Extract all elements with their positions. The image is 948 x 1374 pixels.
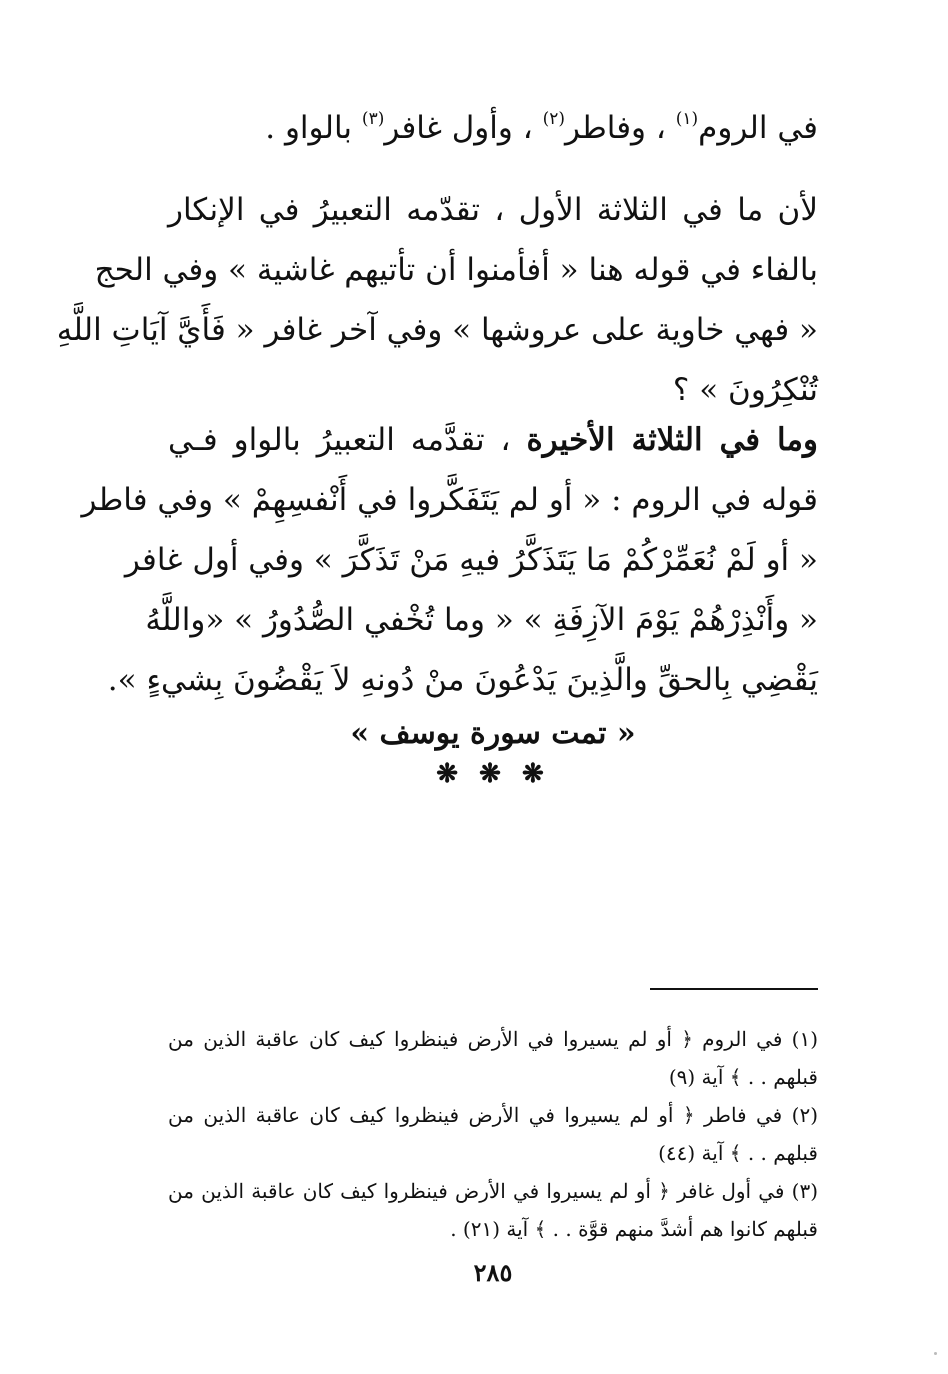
- paragraph-3-line: « وأَنْذِرْهُمْ يَوْمَ الآزِفَةِ » « وما تُخْفي الصُّدُورُ » «واللَّهُ: [145, 602, 818, 638]
- text-run: في الروم: [698, 110, 818, 146]
- surah-end-block: [168, 712, 818, 792]
- footnote-3-line: قبلهم كانوا هم أشدَّ منهم قوَّة . . ﴾ آية (٢١) .: [450, 1217, 818, 1241]
- text-run: ، تقدَّمه التعبيرُ بالواو فـي: [168, 422, 527, 458]
- scan-speck: [934, 1352, 937, 1355]
- footnote-1-line: (١) في الروم ﴿ أو لم يسيروا في الأرض فينظروا كيف كان عاقبة الذين من: [168, 1027, 818, 1051]
- footnote-1-line: قبلهم . . ﴾ آية (٩): [668, 1065, 818, 1089]
- paragraph-2-line: « فهي خاوية على عروشها » وفي آخر غافر « فَأَيَّ آيَاتِ اللَّهِ: [56, 312, 818, 348]
- surah-end-title: « تمت سورة يوسف »: [350, 716, 636, 751]
- paragraph-3-line: [168, 410, 818, 470]
- asterism-separator: ❋ ❋ ❋: [436, 759, 550, 789]
- paragraph-2-line: لأن ما في الثلاثة الأول ، تقدّمه التعبيرُ في الإنكار: [168, 192, 818, 228]
- paragraph-1: [168, 98, 818, 158]
- footnote-marker-3: (٣): [361, 109, 385, 129]
- paragraph-3-line: يَقْضِي بِالحقِّ والَّذِينَ يَدْعُونَ منْ دُونهِ لاَ يَقْضُونَ بِشيءٍ ».: [107, 662, 818, 698]
- footnote-2-line: (٢) في فاطر ﴿ أو لم يسيروا في الأرض فينظروا كيف كان عاقبة الذين من: [168, 1103, 818, 1127]
- footnote-2-line: قبلهم . . ﴾ آية (٤٤): [658, 1141, 818, 1165]
- text-run: ، وفاطر: [565, 110, 676, 146]
- paragraph-3-line: « أو لَمْ نُعَمِّرْكُمْ مَا يَتَذَكَّرُ فيهِ مَنْ تَذَكَّرَ » وفي أول غافر: [124, 542, 818, 578]
- text-run: بالواو .: [265, 110, 362, 146]
- text-run: ، وأول غافر: [384, 110, 543, 146]
- paragraph-3-lead: وما في الثلاثة الأخيرة: [526, 422, 818, 458]
- footnote-3-line: (٣) في أول غافر ﴿ أو لم يسيروا في الأرض فينظروا كيف كان عاقبة الذين من: [168, 1179, 818, 1203]
- paragraph-3-line: قوله في الروم : « أو لم يَتَفَكَّروا في أَنْفسِهِمْ » وفي فاطر: [81, 482, 818, 518]
- footnote-marker-1: (١): [675, 109, 699, 129]
- page-number: ٢٨٥: [473, 1258, 513, 1287]
- paragraph-2-line: بالفاء في قوله هنا « أفأمنوا أن تأتيهم غاشية » وفي الحج: [94, 252, 818, 288]
- paragraph-2: [56, 180, 818, 420]
- paragraph-3: [81, 410, 818, 710]
- paragraph-2-line: تُنْكِرُونَ » ؟: [672, 372, 818, 408]
- footnote-marker-2: (٢): [542, 109, 565, 129]
- footnote-divider: [650, 988, 818, 990]
- footnotes: [168, 1020, 818, 1248]
- paragraph-1-line: [168, 98, 818, 158]
